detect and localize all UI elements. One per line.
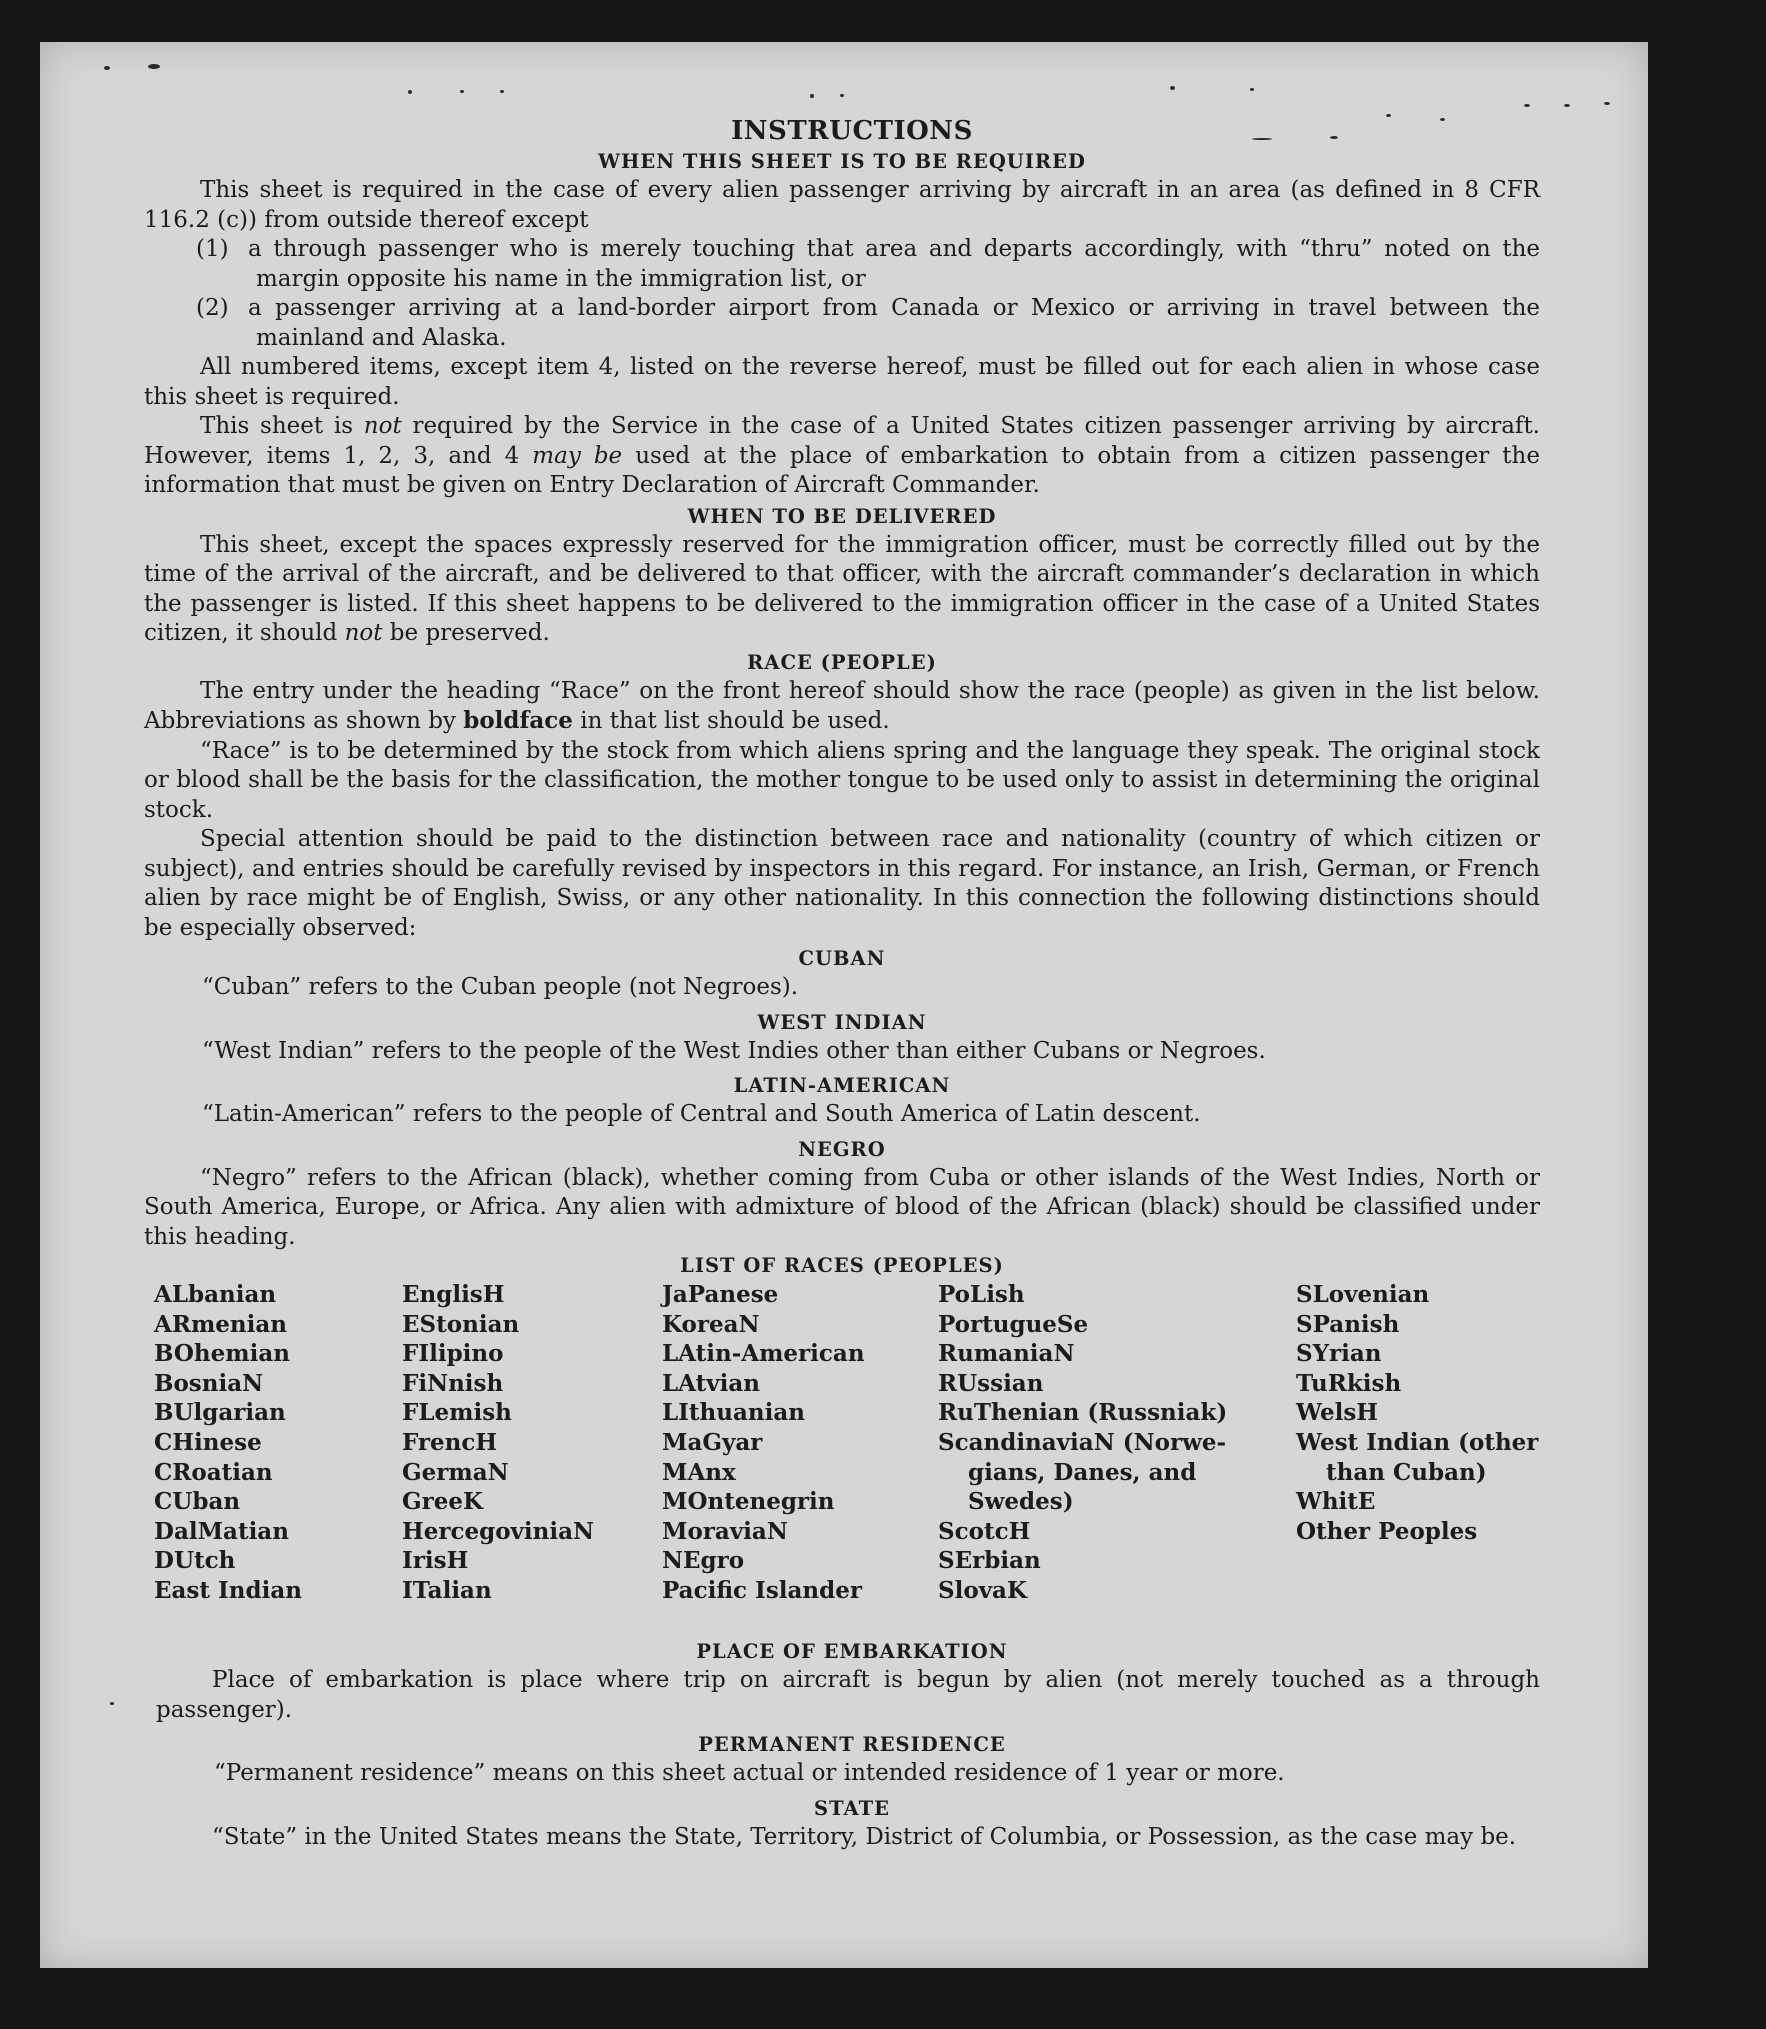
race-item: East Indian <box>154 1576 302 1604</box>
race-item: GreeK <box>402 1488 484 1516</box>
races-list <box>144 1280 1540 1638</box>
race-item: MaGyar <box>662 1428 763 1456</box>
race-item: ScotcH <box>938 1517 1031 1545</box>
item-2-text: a passenger arriving at a land-border airport from Canada or Mexico or arriving in travel between the mainland and Alaska. <box>248 295 1540 351</box>
race-item: PortugueSe <box>938 1310 1089 1338</box>
race-item: DalMatian <box>154 1517 289 1545</box>
race-item: SErbian <box>938 1547 1041 1575</box>
race-item: ALbanian <box>154 1281 277 1308</box>
citizen-not-emphasis: not <box>363 413 402 439</box>
negro-definition: “Negro” refers to the African (black), whether coming from Cuba or other islands of the West Indies, North or South America, Europe, or Africa. Any alien with admixture of blood of the African (black) should be classified under this heading. <box>144 1164 1540 1250</box>
race-item: West Indian (other <box>1296 1428 1539 1456</box>
citizen-text-c: used at the place of embarkation to obtain from a citizen passenger the information that must be given on Entry Declaration of Aircraft Commander. <box>144 442 1540 498</box>
races-column-2 <box>402 1280 594 1606</box>
race-item: CHinese <box>154 1428 262 1456</box>
race-item: BUlgarian <box>154 1399 286 1427</box>
delivered-text-a: This sheet, except the spaces expressly reserved for the immigration officer, must be correctly filled out by the time of the arrival of the aircraft, and be delivered to that officer, with the aircraft commander’s declaration in which the passenger is listed. If this sheet happens to be delivered to the immigration officer in the case of a United States citizen, it should <box>144 531 1540 646</box>
race-item: FIlipino <box>402 1340 504 1368</box>
page-title: INSTRUCTIONS <box>731 116 973 146</box>
races-column-1 <box>154 1280 302 1606</box>
race-item: SLovenian <box>1296 1281 1430 1308</box>
race-item: LIthuanian <box>662 1399 805 1427</box>
residence-definition: “Permanent residence” means on this sheet actual or intended residence of 1 year or more. <box>214 1760 1285 1786</box>
race-item: LAtin-American <box>662 1340 865 1368</box>
delivered-not-emphasis: not <box>344 620 383 646</box>
heading-west-indian: WEST INDIAN <box>757 1010 927 1034</box>
race-item-continued: Swedes) <box>968 1488 1074 1516</box>
race-item: Pacific Islander <box>662 1576 862 1604</box>
race-item: SYrian <box>1296 1340 1382 1368</box>
race-item: JaPanese <box>662 1281 779 1308</box>
citizen-may-emphasis: may be <box>532 442 623 469</box>
race-item-continued: gians, Danes, and <box>968 1458 1197 1486</box>
race-item: DUtch <box>154 1547 236 1575</box>
exception-item-2 <box>144 294 1540 353</box>
races-column-4 <box>938 1280 1227 1606</box>
race-p1-text-a: The entry under the heading “Race” on the front hereof should show the race (people) as given in the list below. Abbreviations as shown by <box>144 677 1540 734</box>
race-item: TuRkish <box>1296 1369 1402 1397</box>
race-item: RUssian <box>938 1369 1044 1397</box>
race-item: MoraviaN <box>662 1517 788 1545</box>
race-item-continued: than Cuban) <box>1326 1458 1487 1486</box>
race-item: ITalian <box>402 1576 492 1604</box>
delivered-paragraph <box>144 531 1540 649</box>
race-item: SPanish <box>1296 1310 1400 1338</box>
race-item: GermaN <box>402 1458 509 1486</box>
embarkation-definition: Place of embarkation is place where trip on aircraft is begun by alien (not merely touched as a through passenger). <box>156 1667 1540 1723</box>
numbered-items-paragraph: All numbered items, except item 4, listed on the reverse hereof, must be filled out for each alien in whose case this sheet is required. <box>144 354 1540 410</box>
delivered-text-b: be preserved. <box>382 620 550 646</box>
race-item: MOntenegrin <box>662 1488 835 1516</box>
race-item: WhitE <box>1296 1488 1376 1516</box>
race-item: EStonian <box>402 1310 520 1338</box>
race-item: BOhemian <box>154 1340 290 1368</box>
race-item: ScandinaviaN (Norwe- <box>938 1428 1227 1456</box>
race-paragraph-1 <box>144 677 1540 737</box>
heading-race: RACE (PEOPLE) <box>747 650 937 674</box>
race-item: RumaniaN <box>938 1340 1075 1368</box>
state-definition: “State” in the United States means the State, Territory, District of Columbia, or Possession, as the case may be. <box>212 1823 1517 1850</box>
heading-when-delivered: WHEN TO BE DELIVERED <box>687 504 997 528</box>
heading-negro: NEGRO <box>798 1137 886 1161</box>
race-item: FrencH <box>402 1428 498 1456</box>
race-item: BosniaN <box>154 1369 264 1397</box>
race-item: EnglisH <box>402 1281 505 1308</box>
heading-place-of-embarkation: PLACE OF EMBARKATION <box>696 1640 1008 1663</box>
race-item: PoLish <box>938 1281 1025 1308</box>
heading-latin-american: LATIN-AMERICAN <box>733 1074 951 1097</box>
race-item: ARmenian <box>154 1310 288 1338</box>
item-2-label: (2) <box>196 295 229 321</box>
race-item: Other Peoples <box>1296 1517 1478 1545</box>
race-item: CUban <box>154 1488 241 1516</box>
west-indian-definition: “West Indian” refers to the people of the West Indies other than either Cubans or Negroes. <box>202 1037 1266 1064</box>
heading-list-of-races: LIST OF RACES (PEOPLES) <box>680 1254 1004 1277</box>
race-item: SlovaK <box>938 1576 1027 1604</box>
cuban-definition: “Cuban” refers to the Cuban people (not Negroes). <box>202 974 799 1000</box>
item-1-label: (1) <box>196 236 229 262</box>
exception-item-1 <box>144 235 1540 294</box>
heading-when-required: WHEN THIS SHEET IS TO BE REQUIRED <box>598 150 1086 173</box>
heading-cuban: CUBAN <box>798 947 886 970</box>
race-item: WelsH <box>1296 1399 1379 1427</box>
race-item: RuThenian (Russniak) <box>938 1399 1228 1427</box>
citizen-text-b: required by the Service in the case of a United States citizen passenger arriving by aircraft. However, items 1, 2, 3, and 4 <box>144 413 1540 469</box>
race-item: FLemish <box>402 1399 512 1427</box>
document-sheet <box>40 42 1648 1968</box>
instructions-content <box>144 114 1540 1852</box>
citizen-text-a: This sheet is <box>200 413 364 439</box>
heading-state: STATE <box>814 1796 890 1820</box>
race-paragraph-2: “Race” is to be determined by the stock from which aliens spring and the language they speak. The original stock or blood shall be the basis for the classification, the mother tongue to be used only to assist in determining the original stock. <box>144 737 1540 823</box>
race-paragraph-3: Special attention should be paid to the distinction between race and nationality (country of which citizen or subject), and entries should be carefully revised by inspectors in this regard. For instance, an Irish, German, or French alien by race might be of English, Swiss, or any other nationality. In this connection the following distinctions should be especially observed: <box>144 826 1540 941</box>
race-item: HercegoviniaN <box>402 1517 595 1545</box>
race-item: LAtvian <box>662 1369 760 1397</box>
race-item: IrisH <box>402 1547 469 1575</box>
race-item: CRoatian <box>154 1458 273 1486</box>
latin-american-definition: “Latin-American” refers to the people of Central and South America of Latin descent. <box>202 1101 1201 1127</box>
race-item: MAnx <box>662 1458 736 1486</box>
required-intro: This sheet is required in the case of every alien passenger arriving by aircraft in an area (as defined in 8 CFR 116.2 (c)) from outside thereof except <box>144 177 1540 233</box>
races-column-3 <box>662 1280 865 1606</box>
race-item: KoreaN <box>662 1310 760 1338</box>
races-column-5 <box>1296 1280 1538 1546</box>
race-p1-text-b: in that list should be used. <box>572 708 890 734</box>
heading-permanent-residence: PERMANENT RESIDENCE <box>698 1733 1006 1756</box>
citizen-paragraph <box>144 412 1540 501</box>
item-1-text: a through passenger who is merely touching that area and departs accordingly, with “thru” noted on the margin opposite his name in the immigration list, or <box>248 236 1540 292</box>
race-p1-boldface: boldface <box>463 707 573 734</box>
race-item: NEgro <box>662 1547 745 1575</box>
race-item: FiNnish <box>402 1369 504 1397</box>
